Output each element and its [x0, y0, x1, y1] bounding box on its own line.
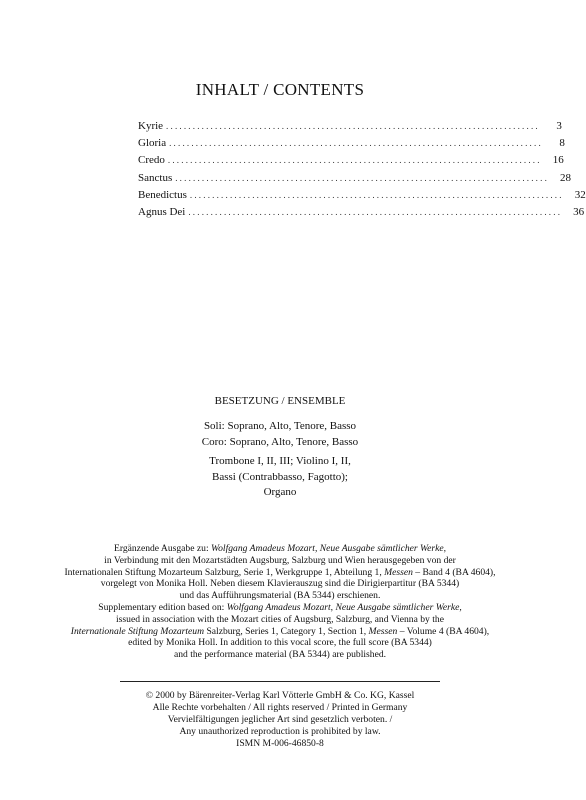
toc-entry-page: 16 — [552, 154, 564, 167]
note-line: in Verbindung mit den Mozartstädten Augsburg, Salzburg und Wien herausgegeben von der — [104, 554, 456, 566]
toc-entry-label: Benedictus — [138, 188, 187, 201]
note-text: – Volume 4 (BA 4604), — [397, 625, 490, 637]
toc-entry-page: 8 — [559, 137, 565, 150]
toc-entry-agnus-dei — [138, 204, 585, 221]
reproduction-line-german: Vervielfältigungen jeglicher Art sind gesetzlich verboten. / — [167, 714, 393, 725]
copyright-block — [0, 690, 560, 750]
toc-entry-label: Kyrie — [138, 120, 164, 132]
toc-leader-dots: .................................................................................... — [188, 206, 563, 217]
section-divider — [120, 681, 440, 682]
toc-entry-page: 36 — [573, 205, 585, 218]
toc-entry-page: 28 — [560, 171, 572, 184]
note-text: Internationalen Stiftung Mozarteum Salzburg, Serie 1, Werkgruppe 1, Abteilung 1, — [64, 566, 385, 578]
toc-entry-label: Agnus Dei — [138, 205, 186, 218]
note-text: – Band 4 (BA 4604), — [412, 566, 496, 578]
toc-entry-page: 3 — [556, 120, 562, 132]
note-line: issued in association with the Mozart cities of Augsburg, Salzburg, and Vienna by the — [116, 613, 444, 625]
note-line — [0, 626, 560, 638]
note-line — [0, 567, 560, 579]
toc-entry-label: Credo — [138, 154, 165, 167]
ensemble-list — [0, 419, 560, 501]
ensemble-heading: BESETZUNG / ENSEMBLE — [214, 395, 346, 407]
ensemble-instruments-line: Trombone I, II, III; Violino I, II, — [209, 455, 351, 467]
ensemble-instruments-line: Bassi (Contrabbasso, Fagotto); — [212, 470, 348, 483]
toc-entry-benedictus — [138, 187, 586, 204]
note-line: edited by Monika Holl. In addition to this vocal score, the full score (BA 5344) — [128, 637, 432, 649]
note-italic-text: Wolfgang Amadeus Mozart, Neue Ausgabe sämtlicher Werke, — [226, 602, 462, 613]
note-text: Ergänzende Ausgabe zu: — [113, 543, 212, 554]
toc-leader-dots: .................................................................................... — [175, 172, 550, 183]
ensemble-coro: Coro: Soprano, Alto, Tenore, Basso — [201, 435, 359, 448]
note-line — [0, 602, 560, 614]
table-of-contents — [138, 118, 586, 221]
reproduction-line-english: Any unauthorized reproduction is prohibited by law. — [179, 726, 381, 737]
ensemble-soli: Soli: Soprano, Alto, Tenore, Basso — [203, 420, 357, 432]
toc-entry-sanctus — [138, 170, 572, 187]
note-text: Supplementary edition based on: — [98, 602, 227, 613]
note-line: und das Aufführungsmaterial (BA 5344) erschienen. — [179, 590, 381, 602]
toc-entry-label: Sanctus — [138, 171, 173, 184]
note-line: and the performance material (BA 5344) are published. — [173, 649, 387, 661]
toc-leader-dots: .................................................................................... — [167, 155, 542, 166]
edition-note-english — [0, 602, 560, 661]
ensemble-instruments-line: Organo — [263, 486, 297, 498]
toc-entry-label: Gloria — [138, 137, 167, 150]
note-line: vorgelegt von Monika Holl. Neben diesem Klavierauszug sind die Dirigierpartitur (BA 5344) — [100, 578, 460, 590]
toc-entry-gloria — [138, 135, 565, 152]
rights-line: Alle Rechte vorbehalten / All rights reserved / Printed in Germany — [152, 702, 408, 713]
toc-entry-page: 32 — [574, 188, 586, 201]
note-line — [0, 543, 560, 555]
copyright-line: © 2000 by Bärenreiter-Verlag Karl Vötterle GmbH & Co. KG, Kassel — [145, 690, 415, 701]
toc-leader-dots: .................................................................................... — [189, 189, 564, 200]
toc-entry-kyrie — [138, 118, 562, 135]
toc-leader-dots: .................................................................................... — [166, 121, 540, 131]
note-italic-text: Messen — [384, 566, 413, 578]
note-italic-text: Internationale Stiftung Mozarteum — [70, 625, 205, 637]
ismn-number: ISMN M-006-46850-8 — [236, 738, 324, 749]
toc-leader-dots: .................................................................................... — [169, 138, 543, 149]
toc-entry-credo — [138, 152, 564, 169]
note-text: Salzburg, Series 1, Category 1, Section 1, — [204, 625, 369, 637]
note-italic-text: Messen — [368, 625, 398, 637]
note-italic-text: Wolfgang Amadeus Mozart, Neue Ausgabe sämtlicher Werke, — [211, 543, 447, 554]
contents-title: INHALT / CONTENTS — [195, 80, 365, 99]
edition-note-german — [0, 543, 560, 602]
